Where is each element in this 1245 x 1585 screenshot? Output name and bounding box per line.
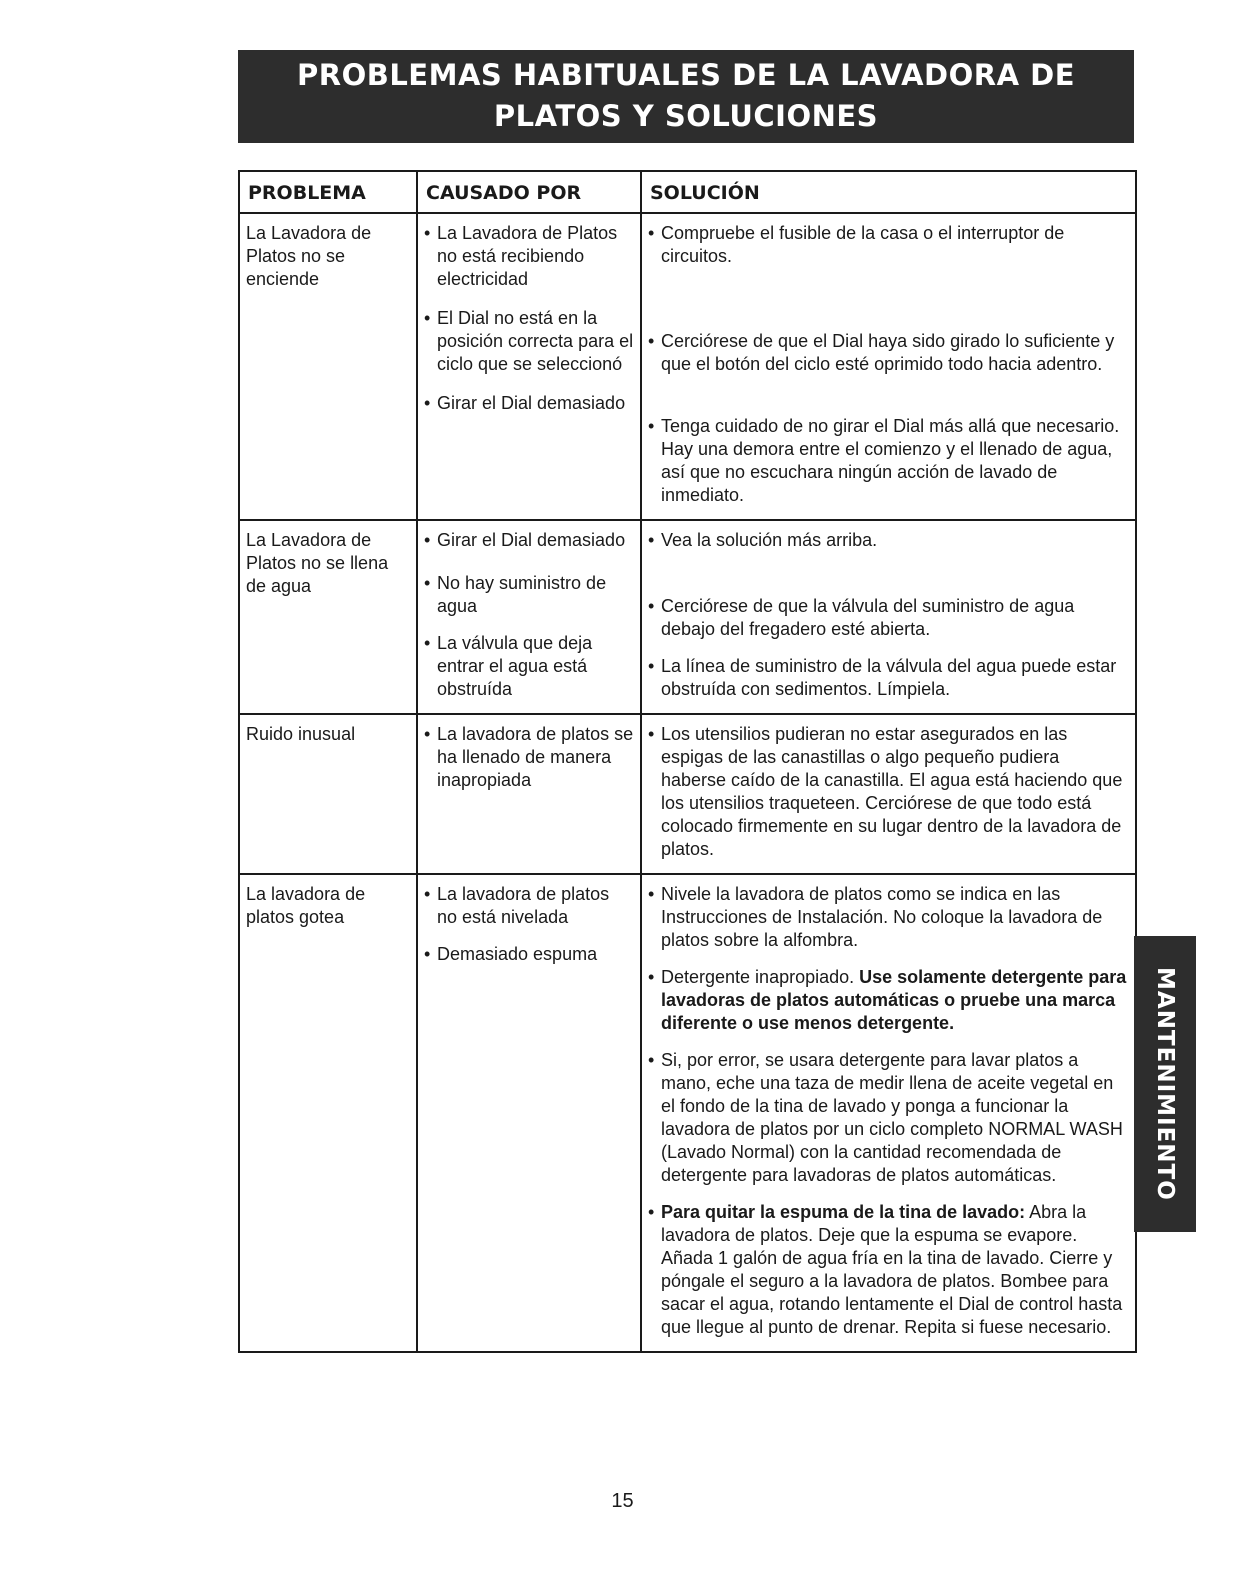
- cause-item: [424, 529, 634, 552]
- bullet-icon: •: [424, 633, 431, 653]
- bullet-icon: •: [648, 223, 655, 243]
- solution-item: [648, 415, 1129, 507]
- bullet-icon: •: [424, 393, 431, 413]
- bullet-icon: •: [424, 573, 431, 593]
- solution-text: [661, 966, 1129, 1035]
- problem-cell: [239, 874, 417, 1352]
- solution-item: [648, 655, 1129, 701]
- solution-item: [648, 966, 1129, 1035]
- cause-item: [424, 632, 634, 701]
- cause-text: Demasiado espuma: [437, 944, 598, 964]
- solution-cell: [641, 520, 1136, 714]
- solution-item: [648, 1049, 1129, 1187]
- column-header-problem: PROBLEMA: [239, 171, 417, 213]
- cause-text: La Lavadora de Platos no está recibiendo electricidad: [437, 223, 618, 289]
- problem-cell: [239, 520, 417, 714]
- cause-text: No hay suministro de agua: [437, 573, 607, 616]
- bullet-icon: •: [648, 596, 655, 616]
- cause-text: La válvula que deja entrar el agua está obstruída: [437, 633, 593, 699]
- solution-text: Nivele la lavadora de platos como se indica en las Instrucciones de Instalación. No coloque la lavadora de platos sobre la alfombra.: [661, 884, 1103, 950]
- bullet-icon: •: [424, 884, 431, 904]
- cause-cell: [417, 520, 641, 714]
- cause-text: La lavadora de platos se ha llenado de manera inapropiada: [437, 724, 634, 790]
- solution-cell: [641, 714, 1136, 874]
- column-header-solution: SOLUCIÓN: [641, 171, 1136, 213]
- cause-text: Girar el Dial demasiado: [437, 530, 626, 550]
- solution-text-emphasis: Para quitar la espuma de la tina de lavado:: [661, 1202, 1026, 1222]
- solution-item: [648, 883, 1129, 952]
- problem-text: Ruido inusual: [246, 724, 356, 744]
- cause-cell: [417, 213, 641, 520]
- cause-text: La lavadora de platos no está nivelada: [437, 884, 610, 927]
- bullet-icon: •: [424, 944, 431, 964]
- table-row: [239, 714, 1136, 874]
- bullet-icon: •: [648, 1050, 655, 1070]
- solution-text: Los utensilios pudieran no estar asegurados en las espigas de las canastillas o algo pequeño pudiera haberse caído de la canastilla. El agua está haciendo que los utensilios traqueteen. Cerciórese de que todo está colocado firmemente en su lugar dentro de la lavadora de platos.: [661, 724, 1123, 859]
- cause-item: [424, 307, 634, 376]
- solution-item: [648, 1201, 1129, 1339]
- problem-text: La lavadora de platos gotea: [246, 884, 366, 927]
- section-side-tab-label: MANTENIMIENTO: [1152, 967, 1178, 1201]
- solution-text-normal: Detergente inapropiado.: [661, 967, 860, 987]
- problem-cell: [239, 714, 417, 874]
- bullet-icon: •: [424, 308, 431, 328]
- solution-item: [648, 222, 1129, 268]
- problem-text: La Lavadora de Platos no se llena de agua: [246, 530, 389, 596]
- bullet-icon: •: [648, 967, 655, 987]
- column-header-cause: CAUSADO POR: [417, 171, 641, 213]
- solution-text-emphasis: Use solamente detergente para lavadoras de platos automáticas o pruebe una marca diferente o use menos detergente.: [661, 967, 1127, 1033]
- bullet-icon: •: [648, 331, 655, 351]
- solution-item: [648, 529, 1129, 552]
- table-row: [239, 213, 1136, 520]
- problem-cell: [239, 213, 417, 520]
- page-title-line-2: PLATOS Y SOLUCIONES: [493, 99, 879, 133]
- solution-cell: [641, 213, 1136, 520]
- bullet-icon: •: [648, 530, 655, 550]
- section-side-tab: [1134, 936, 1196, 1232]
- bullet-icon: •: [648, 884, 655, 904]
- table-header-row: [239, 171, 1136, 213]
- solution-text: Si, por error, se usara detergente para lavar platos a mano, eche una taza de medir llena de aceite vegetal en el fondo de la tina de lavado y ponga a funcionar la lavadora de platos por un ciclo completo NORMAL WASH (Lavado Normal) con la cantidad recomendada de detergente para lavadoras de platos automáticas.: [661, 1050, 1123, 1185]
- solution-text: Cerciórese de que la válvula del suministro de agua debajo del fregadero esté abierta.: [661, 596, 1075, 639]
- solution-text: La línea de suministro de la válvula del agua puede estar obstruída con sedimentos. Límpiela.: [661, 656, 1117, 699]
- page-title: [238, 50, 1134, 143]
- cause-cell: [417, 714, 641, 874]
- bullet-icon: •: [424, 530, 431, 550]
- solution-text: Compruebe el fusible de la casa o el interruptor de circuitos.: [661, 223, 1065, 266]
- solution-item: [648, 723, 1129, 861]
- cause-text: Girar el Dial demasiado: [437, 393, 626, 413]
- problem-text: La Lavadora de Platos no se enciende: [246, 223, 372, 289]
- bullet-icon: •: [648, 724, 655, 744]
- page-number: 15: [611, 1490, 634, 1512]
- page-title-line-1: PROBLEMAS HABITUALES DE LA LAVADORA DE: [296, 58, 1076, 92]
- solution-text: [661, 1201, 1129, 1339]
- cause-item: [424, 572, 634, 618]
- bullet-icon: •: [648, 1202, 655, 1222]
- cause-item: [424, 883, 634, 929]
- cause-item: [424, 222, 634, 291]
- bullet-icon: •: [648, 656, 655, 676]
- bullet-icon: •: [424, 724, 431, 744]
- solution-text: Tenga cuidado de no girar el Dial más allá que necesario. Hay una demora entre el comienzo y el llenado de agua, así que no escuchara ningún acción de lavado de inmediato.: [661, 416, 1120, 505]
- bullet-icon: •: [424, 223, 431, 243]
- solution-text-normal: Abra la lavadora de platos. Deje que la espuma se evapore. Añada 1 galón de agua fría en la tina de lavado. Cierre y póngale el seguro a la lavadora de platos. Bombee para sacar el agua, rotando lentamente el Dial de control hasta que llegue al punto de drenar. Repita si fuese necesario.: [661, 1202, 1123, 1337]
- solution-text: Cerciórese de que el Dial haya sido girado lo suficiente y que el botón del ciclo esté oprimido todo hacia adentro.: [661, 331, 1115, 374]
- solution-cell: [641, 874, 1136, 1352]
- cause-item: [424, 392, 634, 415]
- cause-cell: [417, 874, 641, 1352]
- table-row: [239, 520, 1136, 714]
- solution-item: [648, 330, 1129, 376]
- table-row: [239, 874, 1136, 1352]
- cause-item: [424, 723, 634, 792]
- troubleshooting-table: [238, 170, 1137, 1353]
- cause-item: [424, 943, 634, 966]
- solution-text: Vea la solución más arriba.: [661, 530, 878, 550]
- bullet-icon: •: [648, 416, 655, 436]
- cause-text: El Dial no está en la posición correcta para el ciclo que se seleccionó: [437, 308, 634, 374]
- solution-item: [648, 595, 1129, 641]
